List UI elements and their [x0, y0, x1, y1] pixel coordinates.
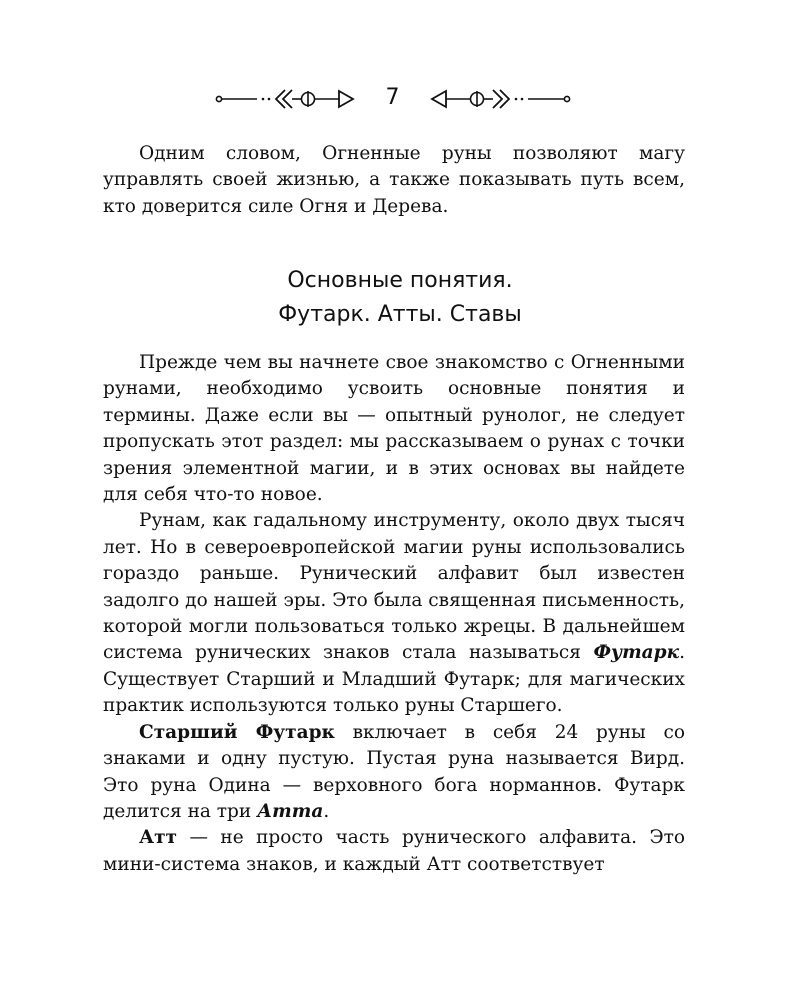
term-futhark: Футарк — [593, 642, 680, 664]
right-ornament-icon — [428, 88, 578, 110]
section-title-line-2: Футарк. Атты. Ставы — [278, 302, 522, 327]
term-att: Атт — [139, 827, 177, 849]
paragraph-4 — [103, 825, 685, 878]
section-title-line-1: Основные понятия. — [287, 268, 513, 293]
intro-paragraph: Одним словом, Огненные руны позволяют магу управлять своей жизнью, а также показывать путь всем, кто доверится силе Огня и Дерева. — [103, 143, 685, 217]
body-text — [103, 350, 685, 878]
paragraph-2-start: Рунам, как гадальному инструменту, около двух тысяч лет. Но в североевропейской магии руны использовались гораздо раньше. Рунический алфавит был известен задолго до нашей эры. Это была священная письменность, которой могли пользоваться только жрецы. В дальнейшем система рунических знаков стала называться — [103, 510, 685, 664]
paragraph-1: Прежде чем вы начнете свое знакомство с Огненными рунами, необходимо усвоить основные понятия и термины. Даже если вы — опытный рунолог, не следует пропускать этот раздел: мы рассказываем о рунах с точки зрения элементной магии, и в этих основах вы найдете для себя что-то новое. — [103, 352, 685, 506]
page-header — [0, 80, 800, 120]
paragraph-2 — [103, 508, 685, 719]
paragraph-3-end: . — [323, 800, 330, 822]
page-number: 7 — [385, 85, 400, 110]
term-atta: Атта — [257, 800, 324, 822]
paragraph-4-text: — не просто часть рунического алфавита. Это мини-система знаков, и каждый Атт соответствует — [103, 827, 685, 875]
section-heading — [0, 264, 800, 332]
left-ornament-icon — [215, 88, 365, 110]
paragraph-2-end: . Существует Старший и Младший Футарк; для магических практик используются только руны Старшего. — [103, 642, 685, 717]
paragraph-3-mid: включает в себя 24 руны со знаками и одну пустую. Пустая руна называется Вирд. Это руна Одина — верховного бога норманнов. Футарк делится на три — [103, 721, 686, 822]
term-elder-futhark: Старший Футарк — [139, 721, 335, 743]
intro-text — [103, 141, 685, 220]
paragraph-3 — [103, 720, 685, 826]
